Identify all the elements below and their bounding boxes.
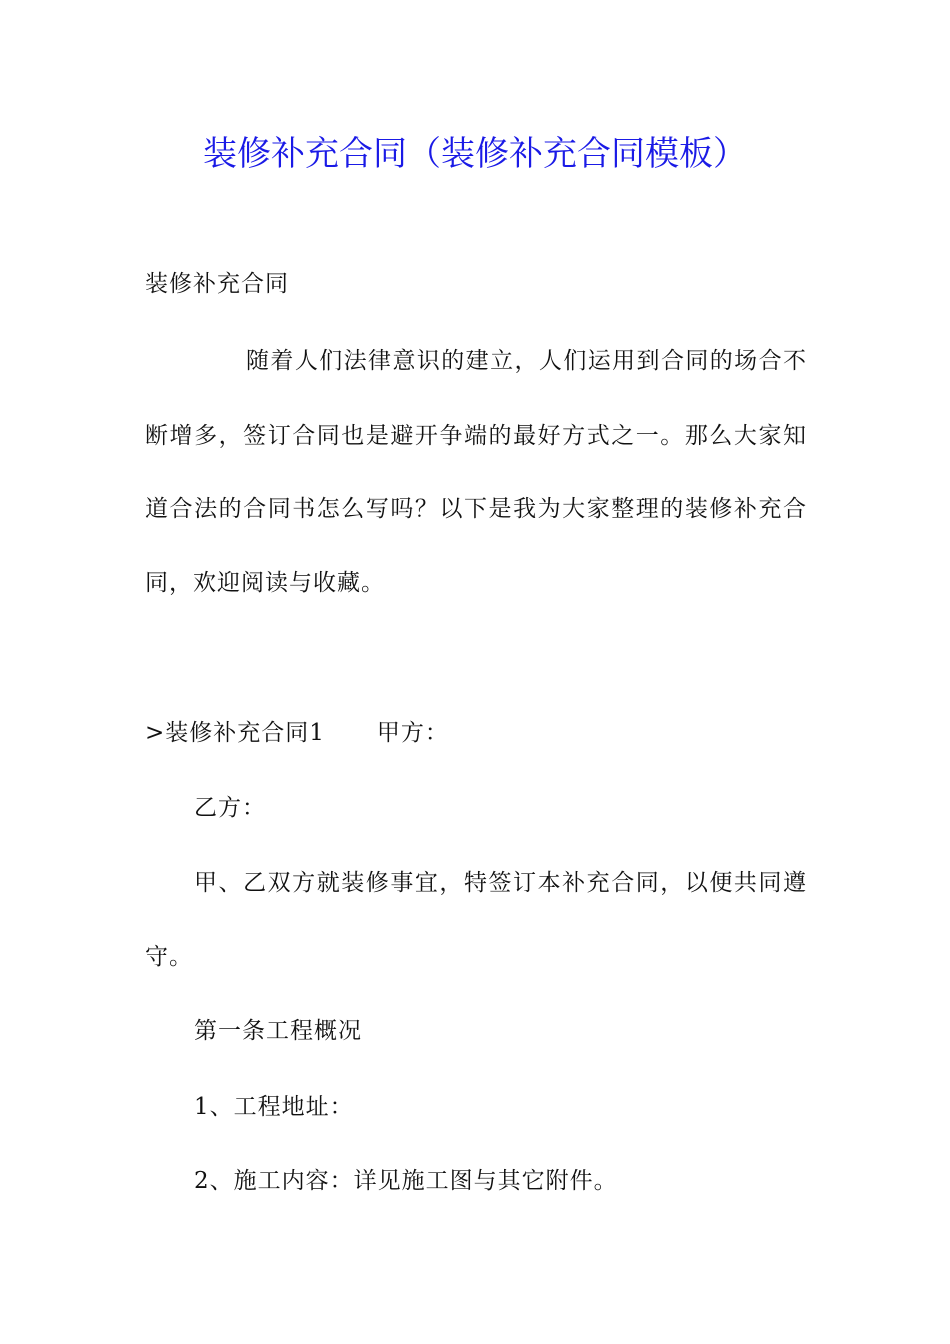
section-heading-row	[145, 717, 449, 749]
intro-line-3: 道合法的合同书怎么写吗？以下是我为大家整理的装修补充合	[145, 496, 807, 522]
document-title: 装修补充合同（装修补充合同模板）	[203, 134, 747, 174]
intro-line-4: 同，欢迎阅读与收藏。	[145, 570, 385, 596]
subtitle: 装修补充合同	[145, 271, 289, 297]
agreement-line-1: 甲、乙双方就装修事宜，特签订本补充合同，以便共同遵	[194, 870, 807, 896]
intro-line-1: 随着人们法律意识的建立，人们运用到合同的场合不	[246, 348, 807, 374]
party-b-label: 乙方：	[194, 795, 266, 821]
party-a-label: 甲方：	[376, 720, 449, 746]
item-2: 2、施工内容：详见施工图与其它附件。	[194, 1168, 618, 1194]
section-heading: >装修补充合同1	[145, 720, 325, 746]
intro-line-2: 断增多，签订合同也是避开争端的最好方式之一。那么大家知	[145, 423, 807, 449]
agreement-line-2: 守。	[145, 944, 193, 970]
article-1-heading: 第一条工程概况	[194, 1018, 362, 1044]
item-1: 1、工程地址：	[194, 1094, 354, 1120]
